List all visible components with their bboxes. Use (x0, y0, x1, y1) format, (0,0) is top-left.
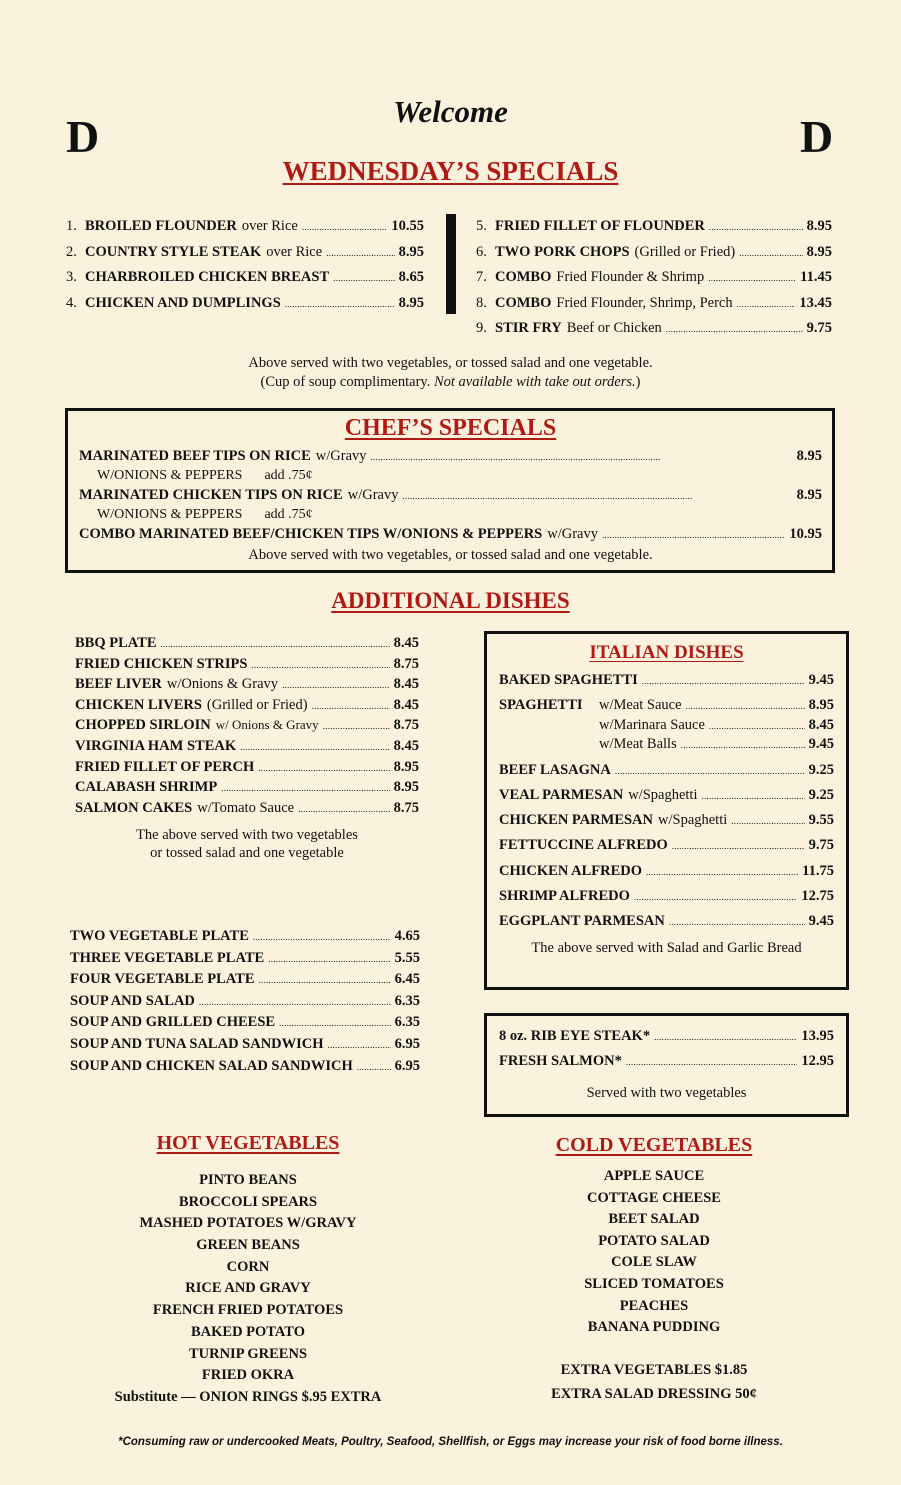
takeout-note: Not available with take out orders. (433, 374, 636, 390)
item-name: CHARBROILED CHICKEN BREAST (85, 269, 330, 285)
item-price: 13.45 (799, 294, 832, 311)
item-description: w/ Onions & Gravy (215, 717, 319, 733)
wednesday-note-line2 (0, 373, 901, 392)
item-number: 4. (66, 294, 77, 311)
dot-leader (326, 244, 394, 261)
item-number: 6. (476, 243, 487, 260)
item-name: CHICKEN AND DUMPLINGS (85, 294, 281, 311)
menu-item (499, 672, 834, 697)
italian-dishes-box (484, 631, 849, 990)
list-item: MASHED POTATOES W/GRAVY (139, 1215, 357, 1232)
menu-item (75, 800, 419, 821)
list-item: CORN (226, 1258, 270, 1275)
menu-item (499, 812, 834, 837)
item-name: BBQ PLATE (75, 635, 157, 651)
item-name: COMBO (495, 294, 552, 311)
menu-item (476, 269, 832, 295)
item-description: w/Spaghetti (658, 812, 728, 829)
additional-note-line1: The above served with two vegetables (136, 827, 358, 844)
item-number: 3. (66, 269, 77, 285)
dot-leader (666, 320, 803, 337)
dot-leader (221, 779, 389, 796)
dot-leader (259, 971, 391, 988)
menu-item (499, 1028, 834, 1053)
option-row (499, 736, 834, 761)
dot-leader (708, 269, 796, 286)
dot-leader (251, 656, 389, 673)
item-number: 8. (476, 294, 487, 311)
item-name: SHRIMP ALFREDO (499, 888, 630, 905)
item-number: 9. (476, 320, 487, 336)
dot-leader (285, 295, 395, 312)
option-label: W/ONIONS & PEPPERS (97, 467, 243, 483)
item-name: BAKED SPAGHETTI (499, 672, 638, 688)
dot-leader (672, 837, 805, 854)
option-price: add .75¢ (264, 506, 313, 522)
italian-note: The above served with Salad and Garlic Bread (531, 939, 802, 956)
chefs-specials-box (65, 408, 835, 573)
list-item: BANANA PUDDING (587, 1319, 721, 1336)
item-name: BEEF LIVER (75, 676, 162, 693)
extras-list (484, 1362, 824, 1410)
item-name: CHICKEN LIVERS (75, 696, 202, 713)
item-description: w/Marinara Sauce (599, 716, 705, 733)
item-price: 8.45 (393, 737, 419, 754)
item-number: 1. (66, 218, 77, 234)
list-item: PINTO BEANS (199, 1172, 297, 1188)
menu-item (75, 635, 419, 656)
item-description: w/Spaghetti (628, 786, 698, 803)
item-price: 8.65 (398, 269, 424, 285)
item-price: 8.95 (393, 779, 419, 796)
item-description: over Rice (241, 218, 298, 234)
menu-item (476, 320, 832, 346)
menu-item (75, 779, 419, 800)
dot-leader (371, 448, 793, 465)
dot-leader (731, 812, 804, 829)
menu-item (499, 863, 834, 888)
menu-item (499, 762, 834, 787)
menu-item (70, 950, 420, 972)
menu-item (75, 738, 419, 759)
item-price: 6.95 (394, 1057, 420, 1074)
item-name: SOUP AND CHICKEN SALAD SANDWICH (70, 1057, 353, 1074)
option-row (499, 717, 834, 737)
item-price: 8.95 (796, 487, 822, 503)
dot-leader (279, 1014, 391, 1031)
item-name: TWO VEGETABLE PLATE (70, 928, 249, 944)
item-description: w/Meat Sauce (599, 697, 682, 714)
menu-item (70, 1014, 420, 1036)
menu-item (499, 1053, 834, 1078)
menu-item (79, 526, 822, 546)
item-price: 11.45 (800, 269, 832, 285)
item-price: 12.95 (801, 1053, 834, 1069)
logo-letter-left: D (66, 111, 100, 162)
menu-item (499, 697, 834, 717)
steak-box (484, 1013, 849, 1117)
menu-item (476, 244, 832, 270)
item-number: 5. (476, 218, 487, 234)
item-name: THREE VEGETABLE PLATE (70, 949, 265, 966)
dot-leader (681, 736, 805, 753)
column-divider (446, 214, 456, 314)
wednesday-note (0, 354, 901, 392)
dot-leader (312, 697, 390, 714)
item-name: FRIED FILLET OF FLOUNDER (495, 218, 705, 234)
item-number: 2. (66, 243, 77, 260)
item-price: 9.45 (808, 736, 834, 753)
item-name: VEAL PARMESAN (499, 786, 624, 803)
menu-item (499, 913, 834, 938)
wednesday-right-list (476, 218, 832, 346)
option-label: W/ONIONS & PEPPERS (97, 506, 243, 522)
dot-leader (333, 269, 394, 286)
item-name: SOUP AND TUNA SALAD SANDWICH (70, 1035, 324, 1052)
item-price: 12.75 (801, 888, 834, 905)
dot-leader (646, 863, 798, 880)
item-name: VIRGINIA HAM STEAK (75, 737, 237, 754)
item-name: CALABASH SHRIMP (75, 779, 218, 796)
item-price: 8.75 (393, 717, 419, 734)
item-description: Fried Flounder & Shrimp (556, 269, 705, 285)
item-name: FRIED CHICKEN STRIPS (75, 655, 248, 672)
item-price: 8.45 (393, 696, 419, 713)
dot-leader (402, 487, 792, 504)
additional-dishes-list (75, 635, 419, 862)
item-name: SOUP AND GRILLED CHEESE (70, 1014, 276, 1031)
dot-leader (161, 635, 390, 652)
wednesday-left-list (66, 218, 424, 320)
item-name: FRESH SALMON* (499, 1053, 622, 1069)
menu-item (70, 1058, 420, 1080)
item-price: 9.25 (808, 761, 834, 778)
cold-vegetables-list (484, 1168, 824, 1341)
item-price: 6.35 (394, 1014, 420, 1031)
dot-leader (253, 928, 391, 945)
item-price: 8.95 (808, 697, 834, 714)
item-price: 9.55 (808, 812, 834, 829)
list-item: PEACHES (619, 1297, 689, 1314)
item-price: 4.65 (394, 928, 420, 944)
menu-item (79, 487, 822, 507)
item-name: MARINATED CHICKEN TIPS ON RICE (79, 487, 343, 503)
list-item: COLE SLAW (611, 1254, 697, 1271)
option-row (79, 507, 822, 527)
item-price: 8.75 (393, 799, 419, 816)
item-description: over Rice (266, 243, 323, 260)
item-name: CHICKEN ALFREDO (499, 862, 643, 879)
dot-leader (737, 295, 796, 312)
dot-leader (709, 717, 805, 734)
dot-leader (602, 526, 785, 543)
item-price: 8.45 (393, 635, 419, 651)
item-name: SOUP AND SALAD (70, 992, 195, 1009)
item-name: SALMON CAKES (75, 799, 193, 816)
italian-dishes-title: ITALIAN DISHES (589, 642, 744, 663)
dot-leader (642, 672, 805, 689)
dot-leader (240, 738, 389, 755)
item-name: MARINATED BEEF TIPS ON RICE (79, 448, 311, 464)
item-price: 5.55 (394, 949, 420, 966)
item-description: w/Tomato Sauce (197, 799, 295, 816)
item-name: FOUR VEGETABLE PLATE (70, 971, 255, 988)
steak-note: Served with two vegetables (586, 1085, 747, 1101)
extra-dressing: EXTRA SALAD DRESSING 50¢ (551, 1386, 757, 1402)
option-price: add .75¢ (264, 467, 313, 483)
item-name: CHOPPED SIRLOIN (75, 717, 211, 734)
menu-item (70, 1036, 420, 1058)
item-description: w/Meat Balls (599, 736, 677, 753)
dot-leader (268, 950, 390, 967)
item-name: SPAGHETTI (499, 697, 583, 714)
list-item: APPLE SAUCE (603, 1168, 705, 1184)
dot-leader (302, 218, 388, 235)
list-item: RICE AND GRAVY (185, 1280, 311, 1297)
dot-leader (669, 913, 805, 930)
item-price: 8.95 (398, 294, 424, 311)
menu-item (499, 837, 834, 862)
item-description: Fried Flounder, Shrimp, Perch (556, 294, 733, 311)
item-price: 10.95 (789, 526, 822, 542)
menu-item (66, 244, 424, 270)
chefs-specials-title: CHEF’S SPECIALS (344, 415, 557, 441)
item-price: 8.95 (398, 243, 424, 260)
item-name: STIR FRY (495, 320, 562, 336)
wednesday-specials-title: WEDNESDAY’S SPECIALS (282, 156, 619, 186)
additional-note-line2: or tossed salad and one vegetable (150, 845, 344, 862)
cold-vegetables-title: COLD VEGETABLES (555, 1134, 753, 1156)
dot-leader (626, 1053, 798, 1070)
note-text: (Cup of soup complimentary. (260, 374, 434, 390)
menu-item (70, 993, 420, 1015)
item-price: 8.95 (393, 758, 419, 775)
list-item: BEET SALAD (608, 1211, 700, 1228)
dot-leader (258, 759, 389, 776)
list-item: FRIED OKRA (201, 1367, 295, 1384)
dot-leader (709, 218, 803, 235)
item-price: 6.95 (394, 1035, 420, 1052)
item-price: 6.45 (394, 971, 420, 988)
dot-leader (686, 697, 805, 714)
list-item: POTATO SALAD (598, 1232, 710, 1249)
item-price: 9.75 (808, 837, 834, 854)
wednesday-note-line1: Above served with two vegetables, or tossed salad and one vegetable. (248, 355, 653, 371)
list-item: FRENCH FRIED POTATOES (152, 1302, 344, 1319)
extra-vegetables: EXTRA VEGETABLES $1.85 (560, 1362, 748, 1378)
menu-item (499, 888, 834, 913)
item-price: 9.45 (808, 672, 834, 688)
item-price: 13.95 (801, 1028, 834, 1044)
item-price: 6.35 (394, 992, 420, 1009)
dot-leader (701, 787, 804, 804)
dot-leader (357, 1058, 391, 1075)
menu-item (79, 448, 822, 468)
item-price: 9.25 (808, 786, 834, 803)
item-description: w/Onions & Gravy (166, 676, 279, 693)
item-name: 8 oz. RIB EYE STEAK* (499, 1028, 651, 1044)
item-name: COUNTRY STYLE STEAK (85, 243, 262, 260)
item-number: 7. (476, 269, 487, 285)
additional-dishes-title: ADDITIONAL DISHES (331, 588, 570, 613)
additional-note (75, 826, 419, 862)
item-description: w/Gravy (315, 448, 367, 464)
item-price: 10.55 (391, 218, 424, 234)
item-price: 8.95 (796, 448, 822, 464)
item-price: 8.45 (393, 676, 419, 693)
item-name: FRIED FILLET OF PERCH (75, 758, 255, 775)
item-name: FETTUCCINE ALFREDO (499, 837, 668, 854)
item-description: w/Gravy (347, 487, 399, 503)
dot-leader (199, 993, 391, 1010)
welcome-heading: Welcome (393, 94, 508, 129)
menu-item (476, 295, 832, 321)
dot-leader (323, 717, 390, 734)
dot-leader (634, 888, 797, 905)
menu-item (66, 218, 424, 244)
item-name: COMBO (495, 269, 552, 285)
menu-item (70, 928, 420, 950)
substitute-note: Substitute — ONION RINGS $.95 EXTRA (114, 1388, 382, 1405)
item-description: w/Gravy (547, 526, 598, 542)
item-price: 11.75 (802, 862, 834, 879)
list-item: SLICED TOMATOES (584, 1275, 724, 1292)
item-description: (Grilled or Fried) (206, 696, 308, 713)
menu-item (66, 269, 424, 295)
item-name: COMBO MARINATED BEEF/CHICKEN TIPS W/ONIONS & PEPPERS (79, 526, 543, 542)
plates-list (70, 928, 420, 1079)
item-price: 8.45 (808, 716, 834, 733)
list-item: GREEN BEANS (196, 1237, 300, 1254)
menu-item (75, 759, 419, 780)
list-item: BAKED POTATO (190, 1323, 305, 1340)
menu-item (75, 717, 419, 738)
item-price: 8.75 (393, 655, 419, 672)
menu-item (476, 218, 832, 244)
menu-item (75, 656, 419, 677)
list-item: TURNIP GREENS (188, 1345, 308, 1362)
dot-leader (298, 800, 390, 817)
menu-item (75, 697, 419, 718)
item-name: TWO PORK CHOPS (495, 243, 630, 260)
item-name: BROILED FLOUNDER (85, 218, 237, 234)
item-description: (Grilled or Fried) (634, 243, 736, 260)
item-name: EGGPLANT PARMESAN (499, 913, 665, 930)
dot-leader (739, 244, 802, 261)
item-price: 9.45 (808, 913, 834, 930)
menu-item (499, 787, 834, 812)
option-row (79, 468, 822, 488)
dot-leader (654, 1028, 797, 1045)
item-name: BEEF LASAGNA (499, 761, 611, 778)
hot-vegetables-title: HOT VEGETABLES (156, 1132, 340, 1154)
menu-item (66, 295, 424, 321)
dot-leader (282, 676, 390, 693)
logo-letter-right: D (800, 111, 834, 162)
note-text-end: ) (635, 374, 641, 390)
item-price: 8.95 (806, 243, 832, 260)
dot-leader (328, 1036, 391, 1053)
menu-item (75, 676, 419, 697)
chef-note: Above served with two vegetables, or tossed salad and one vegetable. (248, 546, 653, 563)
dot-leader (615, 762, 805, 779)
list-item: BROCCOLI SPEARS (178, 1193, 318, 1210)
item-description: Beef or Chicken (566, 320, 662, 336)
food-safety-disclaimer: *Consuming raw or undercooked Meats, Poultry, Seafood, Shellfish, or Eggs may increase your risk of food borne illness. (118, 1436, 783, 1448)
menu-item (70, 971, 420, 993)
item-price: 9.75 (806, 320, 832, 336)
item-name: CHICKEN PARMESAN (499, 812, 653, 829)
list-item: COTTAGE CHEESE (587, 1189, 721, 1206)
item-price: 8.95 (806, 218, 832, 234)
hot-vegetables-list (78, 1172, 418, 1411)
